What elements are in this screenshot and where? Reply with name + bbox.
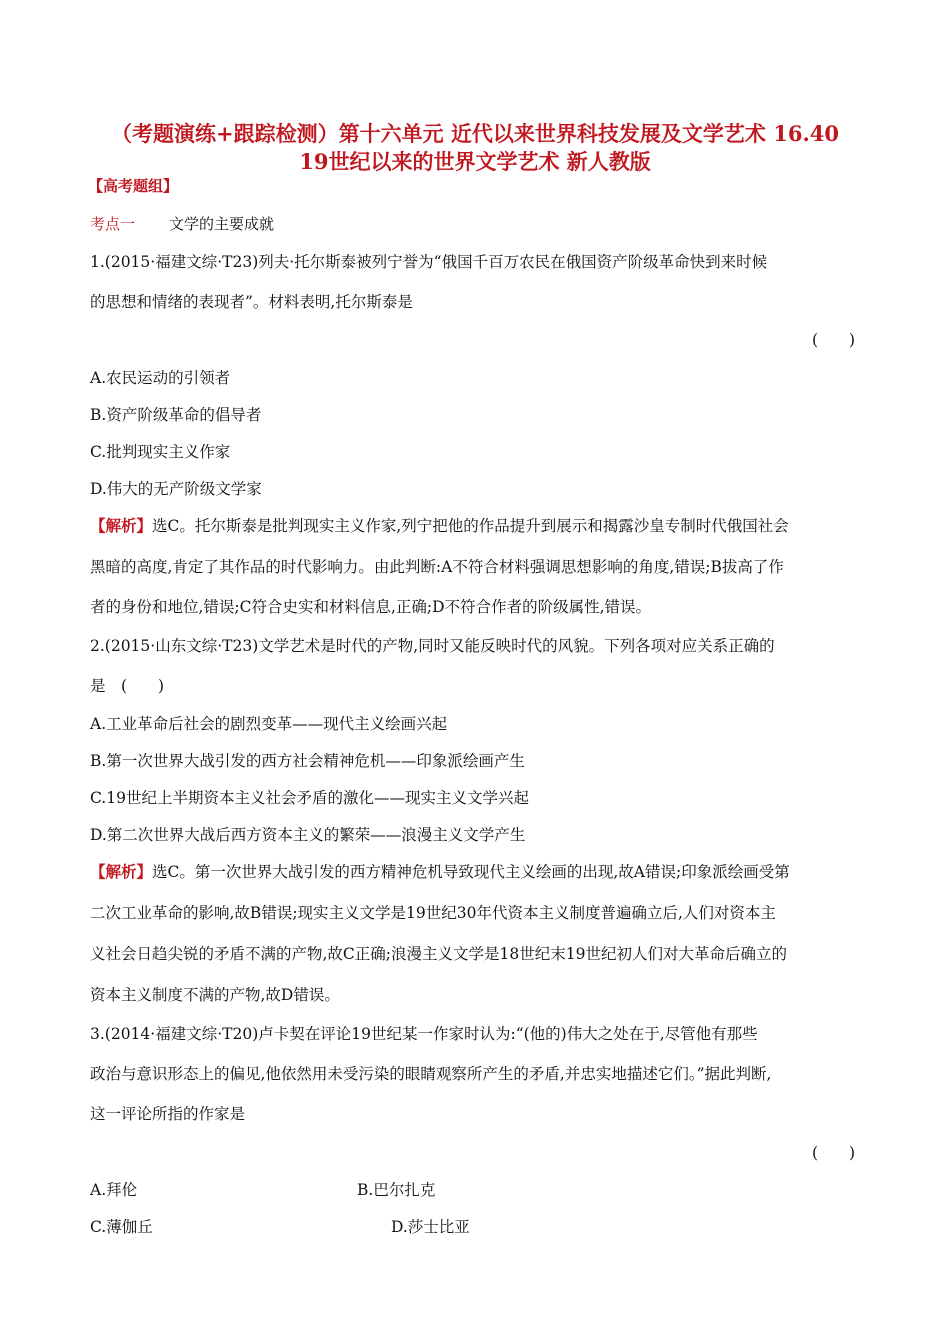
- q1-analysis-line-2: 黑暗的高度,肯定了其作品的时代影响力。由此判断:A不符合材料强调思想影响的角度,错误;B拔高了作: [90, 558, 784, 576]
- q1-stem-line-2: 的思想和情绪的表现者”。材料表明,托尔斯泰是: [90, 293, 413, 311]
- q1-option-d: D.伟大的无产阶级文学家: [90, 480, 262, 498]
- q1-analysis-line-1: [90, 514, 789, 536]
- q3-option-b: B.巴尔扎克: [357, 1181, 436, 1199]
- q1-analysis-text-1: 选C。托尔斯泰是批判现实主义作家,列宁把他的作品提升到展示和揭露沙皇专制时代俄国社会: [152, 517, 789, 535]
- q2-stem-line-1: 2.(2015·山东文综·T23)文学艺术是时代的产物,同时又能反映时代的风貌。下列各项对应关系正确的: [90, 637, 775, 655]
- q2-option-c: C.19世纪上半期资本主义社会矛盾的激化——现实主义文学兴起: [90, 789, 529, 807]
- q2-stem-line-2: 是 ( ): [90, 677, 165, 695]
- q1-answer-blank: ( ): [812, 331, 856, 349]
- q1-stem-line-1: 1.(2015·福建文综·T23)列夫·托尔斯泰被列宁誉为“俄国千百万农民在俄国资产阶级革命快到来时候: [90, 253, 768, 271]
- q1-option-a: A.农民运动的引领者: [90, 369, 231, 387]
- kaodian-label: 考点一: [90, 215, 136, 233]
- title-line-1: （考题演练+跟踪检测）第十六单元 近代以来世界科技发展及文学艺术 16.40: [111, 121, 839, 146]
- q3-stem-line-3: 这一评论所指的作家是: [90, 1105, 246, 1123]
- title-line-2: 19世纪以来的世界文学艺术 新人教版: [299, 149, 651, 174]
- q2-option-d: D.第二次世界大战后西方资本主义的繁荣——浪漫主义文学产生: [90, 826, 526, 844]
- q2-analysis-line-3: 义社会日趋尖锐的矛盾不满的产物,故C正确;浪漫主义文学是18世纪末19世纪初人们对大革命后确立的: [90, 945, 787, 963]
- document-title: [60, 120, 890, 176]
- kaodian-topic: 文学的主要成就: [169, 215, 275, 233]
- q2-option-a: A.工业革命后社会的剧烈变革——现代主义绘画兴起: [90, 715, 448, 733]
- q1-analysis-line-3: 者的身份和地位,错误;C符合史实和材料信息,正确;D不符合作者的阶级属性,错误。: [90, 598, 652, 616]
- q2-analysis-text-1: 选C。第一次世界大战引发的西方精神危机导致现代主义绘画的出现,故A错误;印象派绘画受第: [152, 863, 790, 881]
- q2-analysis-line-1: [90, 860, 790, 882]
- q3-option-d: D.莎士比亚: [391, 1218, 470, 1236]
- q3-stem-line-1: 3.(2014·福建文综·T20)卢卡契在评论19世纪某一作家时认为:“(他的)伟大之处在于,尽管他有那些: [90, 1025, 758, 1043]
- q2-option-b: B.第一次世界大战引发的西方社会精神危机——印象派绘画产生: [90, 752, 525, 770]
- kaodian-heading: [90, 213, 274, 234]
- q3-stem-line-2: 政治与意识形态上的偏见,他依然用未受污染的眼睛观察所产生的矛盾,并忠实地描述它们。”据此判断,: [90, 1065, 772, 1083]
- q1-option-c: C.批判现实主义作家: [90, 443, 231, 461]
- section-tag: 【高考题组】: [88, 177, 179, 195]
- q2-analysis-line-2: 二次工业革命的影响,故B错误;现实主义文学是19世纪30年代资本主义制度普遍确立后,人们对资本主: [90, 904, 776, 922]
- q3-answer-blank: ( ): [812, 1144, 856, 1162]
- q1-option-b: B.资产阶级革命的倡导者: [90, 406, 262, 424]
- q3-option-c: C.薄伽丘: [90, 1218, 153, 1236]
- q1-analysis-label: 【解析】: [90, 516, 153, 535]
- q3-option-a: A.拜伦: [90, 1181, 138, 1199]
- q2-analysis-line-4: 资本主义制度不满的产物,故D错误。: [90, 986, 340, 1004]
- q2-analysis-label: 【解析】: [90, 862, 153, 881]
